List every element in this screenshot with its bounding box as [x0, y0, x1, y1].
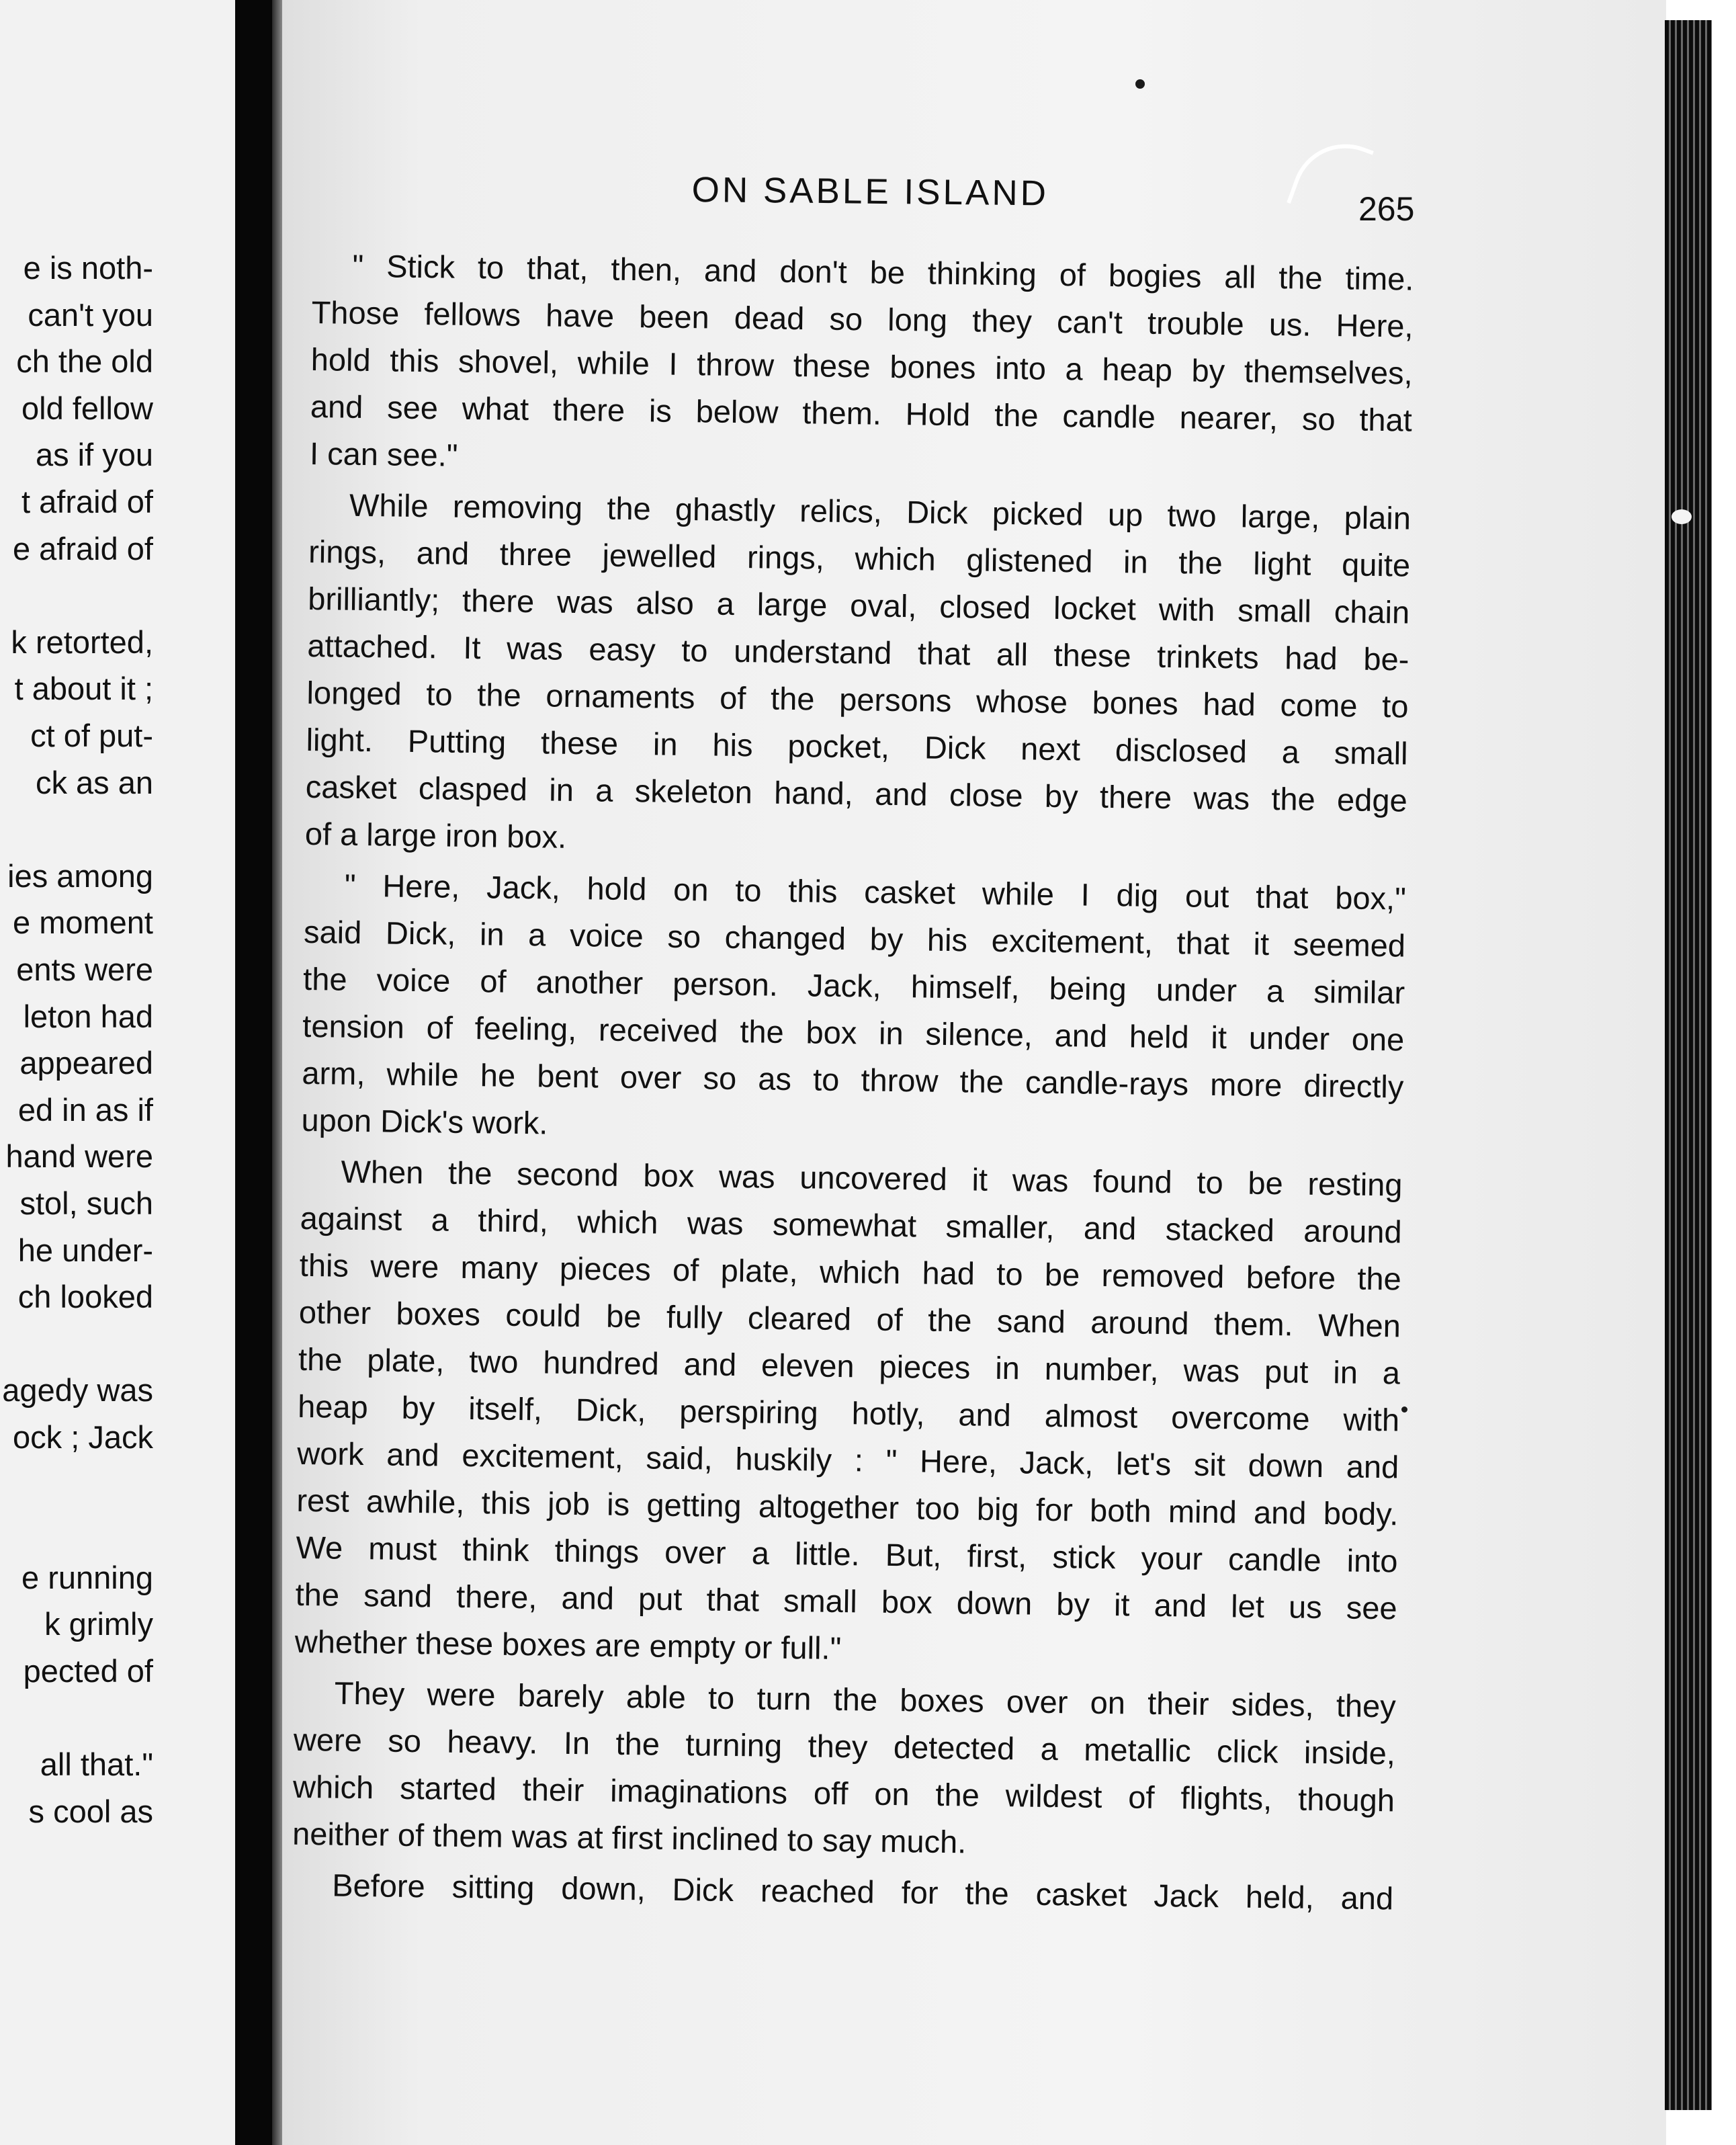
text-line: the plate, two hundred and eleven pieces in number, was put in a: [298, 1341, 1401, 1391]
left-page-line: ock ; Jack: [13, 1419, 153, 1455]
left-page-line: all that.": [40, 1747, 153, 1783]
left-page-line: ch looked: [17, 1279, 153, 1315]
text-line: tension of feeling, received the box in silence, and held it under one: [302, 1007, 1405, 1058]
text-line: which started their imaginations off on the wildest of flights, though: [292, 1768, 1395, 1818]
paragraph: [310, 242, 1414, 491]
text-line: While removing the ghastly relics, Dick picked up two large, plain: [349, 487, 1412, 536]
scan-margin: [1712, 0, 1736, 2145]
left-page-line: appeared: [19, 1045, 153, 1081]
text-line: rest awhile, this job is getting altogether too big for both mind and body.: [296, 1482, 1399, 1532]
left-page-line: t about it ;: [14, 671, 153, 707]
left-page-line: ents were: [16, 952, 153, 987]
text-line: upon Dick's work.: [301, 1101, 548, 1141]
left-page-line: hand were: [5, 1138, 153, 1175]
text-line: Before sitting down, Dick reached for the casket Jack held, and: [331, 1867, 1394, 1917]
text-line: attached. It was easy to understand that all these trinkets had be-: [307, 627, 1409, 677]
text-line: " Stick to that, then, and don't be thinking of bogies all the time.: [352, 247, 1414, 297]
left-page-line: ct of put-: [30, 718, 153, 753]
page-stack-edges: [1665, 20, 1712, 2110]
ink-speck: [1401, 1406, 1407, 1413]
text-line: longed to the ornaments of the persons whose bones had come to: [306, 674, 1409, 724]
text-line: and see what there is below them. Hold the candle nearer, so that: [310, 388, 1413, 438]
left-page-line: he under-: [17, 1232, 153, 1268]
left-page-line: as if you: [35, 437, 153, 473]
text-line: They were barely able to turn the boxes over on their sides, they: [334, 1675, 1397, 1724]
text-line: rings, and three jewelled rings, which glistened in the light quite: [308, 533, 1411, 583]
paper-fleck: [1672, 509, 1692, 524]
left-page-line: k grimly: [44, 1606, 153, 1642]
text-line: neither of them was at first inclined to say much.: [292, 1815, 967, 1860]
left-page-line: ck as an: [35, 764, 153, 800]
text-line: casket clasped in a skeleton hand, and close by there was the edge: [305, 768, 1408, 818]
text-line: other boxes could be fully cleared of the sand around them. When: [298, 1294, 1401, 1344]
left-page-line: e running: [21, 1559, 153, 1595]
running-head: ON SABLE ISLAND: [691, 169, 1049, 214]
paragraph: [292, 1669, 1396, 1871]
text-line: brilliantly; there was also a large oval, closed locket with small chain: [308, 580, 1410, 630]
left-page-line: k retorted,: [11, 624, 153, 660]
left-page-line: ies among: [7, 857, 153, 894]
text-line: were so heavy. In the turning they detected a metallic click inside,: [293, 1721, 1396, 1771]
text-line: whether these boxes are empty or full.": [294, 1623, 842, 1667]
left-page-line: agedy was: [2, 1372, 153, 1408]
left-page-line: e moment: [13, 905, 153, 941]
text-line: Those fellows have been dead so long they can't trouble us. Here,: [311, 294, 1414, 344]
book-gutter: [235, 0, 277, 2145]
left-page-line: pected of: [23, 1653, 153, 1689]
text-line: hold this shovel, while I throw these bones into a heap by themselves,: [310, 341, 1414, 391]
body-text: [292, 242, 1414, 1922]
text-line: I can see.": [309, 435, 458, 473]
left-page-line: ch the old: [16, 343, 153, 380]
text-line: work and excitement, said, huskily : " Here, Jack, let's sit down and: [297, 1435, 1399, 1485]
left-page-line: ed in as if: [17, 1091, 153, 1128]
paragraph: [294, 1148, 1403, 1679]
text-line: heap by itself, Dick, perspiring hotly, and almost overcome with: [297, 1388, 1400, 1438]
text-line: " Here, Jack, hold on to this casket while I dig out that box,": [344, 867, 1407, 917]
text-line: this were many pieces of plate, which had to be removed before the: [299, 1247, 1402, 1297]
paragraph: [301, 861, 1406, 1158]
text-line: We must think things over a little. But, first, stick your candle into: [296, 1529, 1398, 1579]
text-line: the voice of another person. Jack, himself, being under a similar: [302, 960, 1405, 1011]
page-number: 265: [1358, 190, 1415, 228]
text-line: said Dick, in a voice so changed by his excitement, that it seemed: [303, 913, 1406, 964]
ink-speck: [1135, 79, 1145, 89]
text-line: the sand there, and put that small box down by it and let us see: [295, 1576, 1397, 1626]
left-page-line: e is noth-: [23, 250, 153, 286]
paragraph: [304, 481, 1411, 872]
text-line: of a large iron box.: [304, 815, 567, 855]
left-page-line: s cool as: [28, 1793, 153, 1829]
left-page-line: old fellow: [21, 390, 153, 426]
text-line: When the second box was uncovered it was found to be resting: [341, 1153, 1403, 1203]
left-page-line: t afraid of: [21, 484, 153, 519]
text-line: light. Putting these in his pocket, Dick next disclosed a small: [306, 721, 1408, 771]
text-line: arm, while he bent over so as to throw the candle-rays more directly: [302, 1054, 1404, 1105]
left-page-line: e afraid of: [12, 530, 153, 566]
left-page-line: stol, such: [19, 1185, 153, 1221]
left-page-line: leton had: [23, 998, 153, 1034]
left-page-line: can't you: [28, 296, 153, 333]
text-line: against a third, which was somewhat smaller, and stacked around: [300, 1200, 1402, 1250]
left-page-fragment: [0, 0, 235, 2145]
